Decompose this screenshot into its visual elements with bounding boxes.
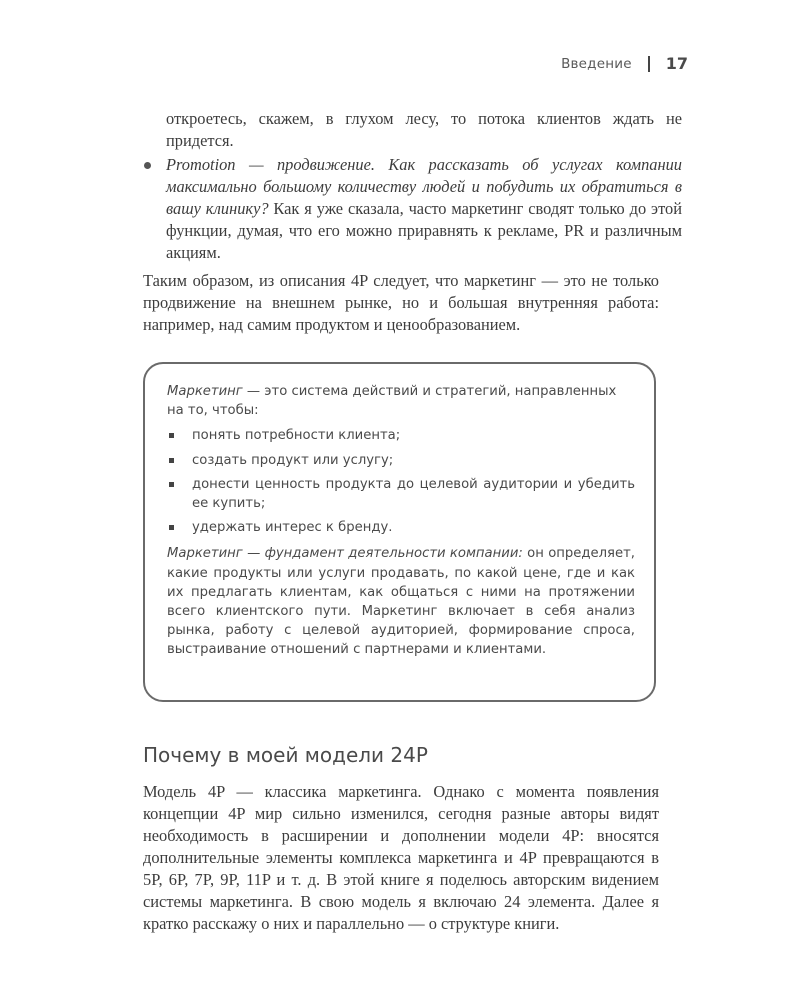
list-item-text: создать продукт или услугу;	[192, 452, 394, 468]
header-divider	[648, 56, 650, 72]
intro-continuation: откроетесь, скажем, в глухом лесу, то потока клиентов ждать не придется.	[166, 109, 682, 150]
square-bullet-icon	[169, 458, 174, 463]
square-bullet-icon	[169, 482, 174, 487]
list-item	[167, 518, 635, 537]
list-item-text: понять потребности клиента;	[192, 428, 401, 444]
list-item	[167, 426, 635, 445]
list-item-text: удержать интерес к бренду.	[192, 520, 393, 536]
definition-list	[167, 426, 635, 537]
definition-intro-text: — это система действий и стратегий, направленных на то, чтобы:	[167, 384, 617, 419]
list-item	[167, 451, 635, 470]
list-item	[167, 475, 635, 513]
definition-box	[143, 362, 656, 702]
page-number: 17	[665, 54, 688, 73]
definition-p2-text: он определяет, какие продукты или услуги продавать, по какой цене, где и как их предлагать клиентам, как общаться с ними на протяжении всего клиентского пути. Маркетинг включает в себя анализ рынка, работу с целевой аудиторией, формирование спроса, выстраивание отношений с партнерами и клиентами.	[167, 546, 635, 658]
section-title: Введение	[561, 55, 632, 72]
list-item-text: донести ценность продукта до целевой аудитории и убедить ее купить;	[192, 476, 635, 512]
definition-paragraph	[167, 544, 635, 659]
summary-paragraph: Таким образом, из описания 4P следует, что маркетинг — это не только продвижение на внешнем рынке, но и большая внутренняя работа: например, над самим продуктом и ценообразованием.	[143, 271, 659, 334]
list-item-promotion	[143, 154, 682, 264]
square-bullet-icon	[169, 433, 174, 438]
bullet-icon	[144, 162, 151, 169]
definition-p2-italic: Маркетинг — фундамент деятельности компании:	[167, 546, 523, 562]
section-paragraph: Модель 4P — классика маркетинга. Однако с момента появления концепции 4P мир сильно изменился, сегодня разные авторы видят необходимость в расширении и дополнении модели 4P: вносятся дополнительные элементы комплекса маркетинга и 4P превращаются в 5P, 6P, 7P, 9P, 11P и т. д. В этой книге я поделюсь авторским видением системы маркетинга. В свою модель я включаю 24 элемента. Далее я кратко расскажу о них и параллельно — о структуре книги.	[143, 782, 659, 933]
running-header	[561, 54, 688, 73]
promotion-italic: Promotion — продвижение. Как рассказать об услугах компании максимально большому количеству людей и побудить их обратиться в вашу клинику?	[166, 155, 682, 218]
definition-intro	[167, 382, 635, 420]
promotion-text: Как я уже сказала, часто маркетинг сводят только до этой функции, думая, что его можно приравнять к рекламе, PR и различным акциям.	[166, 199, 682, 262]
section-heading: Почему в моей модели 24P	[143, 743, 428, 767]
square-bullet-icon	[169, 525, 174, 530]
definition-term: Маркетинг	[167, 384, 243, 399]
